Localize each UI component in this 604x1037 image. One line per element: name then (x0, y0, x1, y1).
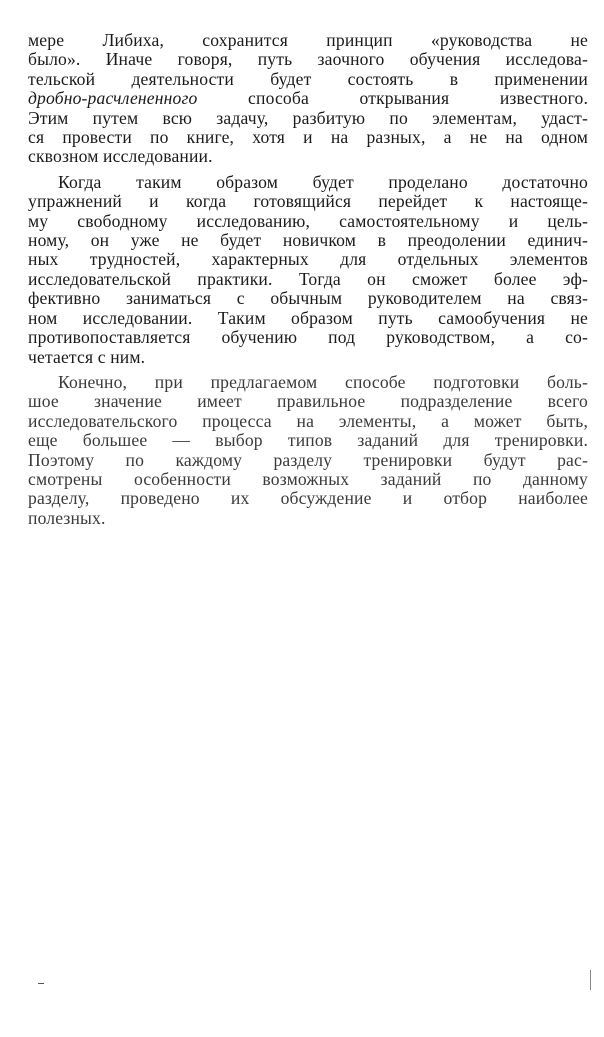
text-line: ных трудностей, характерных для отдельных элементов (28, 249, 588, 270)
scan-edge-mark (590, 970, 591, 990)
emphasized-term: дробно-расчлененного (28, 88, 198, 109)
text-line: Конечно, при предлагаемом способе подготовки боль- (58, 371, 588, 392)
text-line: четается с ним. (28, 346, 146, 367)
text-line: сквозном исследовании. (28, 146, 213, 167)
text-fragment: способа открывания известного. (248, 88, 588, 109)
text-line: тельской деятельности будет состоять в применении (28, 68, 588, 89)
text-line: Поэтому по каждому разделу тренировки будут рас- (28, 449, 588, 470)
text-line: фективно заниматься с обычным руководителем на связ- (28, 288, 588, 309)
text-line: му свободному исследованию, самостоятельному и цель- (28, 210, 588, 231)
text-line: мере Либиха, сохранится принцип «руководства не (28, 30, 588, 50)
text-line: шое значение имеет правильное подразделение всего (28, 391, 588, 412)
text-line: упражнений и когда готовящийся перейдет к настояще- (28, 191, 588, 212)
text-line: еще большее — выбор типов заданий для тренировки. (28, 430, 588, 451)
paragraph-3 (28, 373, 588, 528)
text-line-with-emphasis (28, 89, 588, 108)
paragraph-1 (28, 31, 588, 167)
text-line: противопоставляется обучению под руководством, а со- (28, 327, 588, 348)
text-body (28, 31, 588, 528)
text-line: было». Иначе говоря, путь заочного обучения исследова- (28, 49, 588, 70)
scan-mark (38, 983, 44, 984)
text-line: смотрены особенности возможных заданий по данному (28, 468, 588, 489)
text-line: Когда таким образом будет проделано достаточно (58, 171, 588, 192)
paragraph-2 (28, 173, 588, 367)
text-line: Этим путем всю задачу, разбитую по элементам, удаст- (28, 107, 588, 128)
text-line: ному, он уже не будет новичком в преодолении единич- (28, 230, 588, 251)
text-line: полезных. (28, 507, 106, 528)
text-line: ся провести по книге, хотя и на разных, а не на одном (28, 127, 588, 148)
text-line: разделу, проведено их обсуждение и отбор наиболее (28, 488, 588, 509)
text-line: исследовательской практики. Тогда он сможет более эф- (28, 268, 588, 289)
text-line: исследовательского процесса на элементы, а может быть, (28, 410, 588, 431)
text-line: ном исследовании. Таким образом путь самообучения не (28, 307, 588, 328)
